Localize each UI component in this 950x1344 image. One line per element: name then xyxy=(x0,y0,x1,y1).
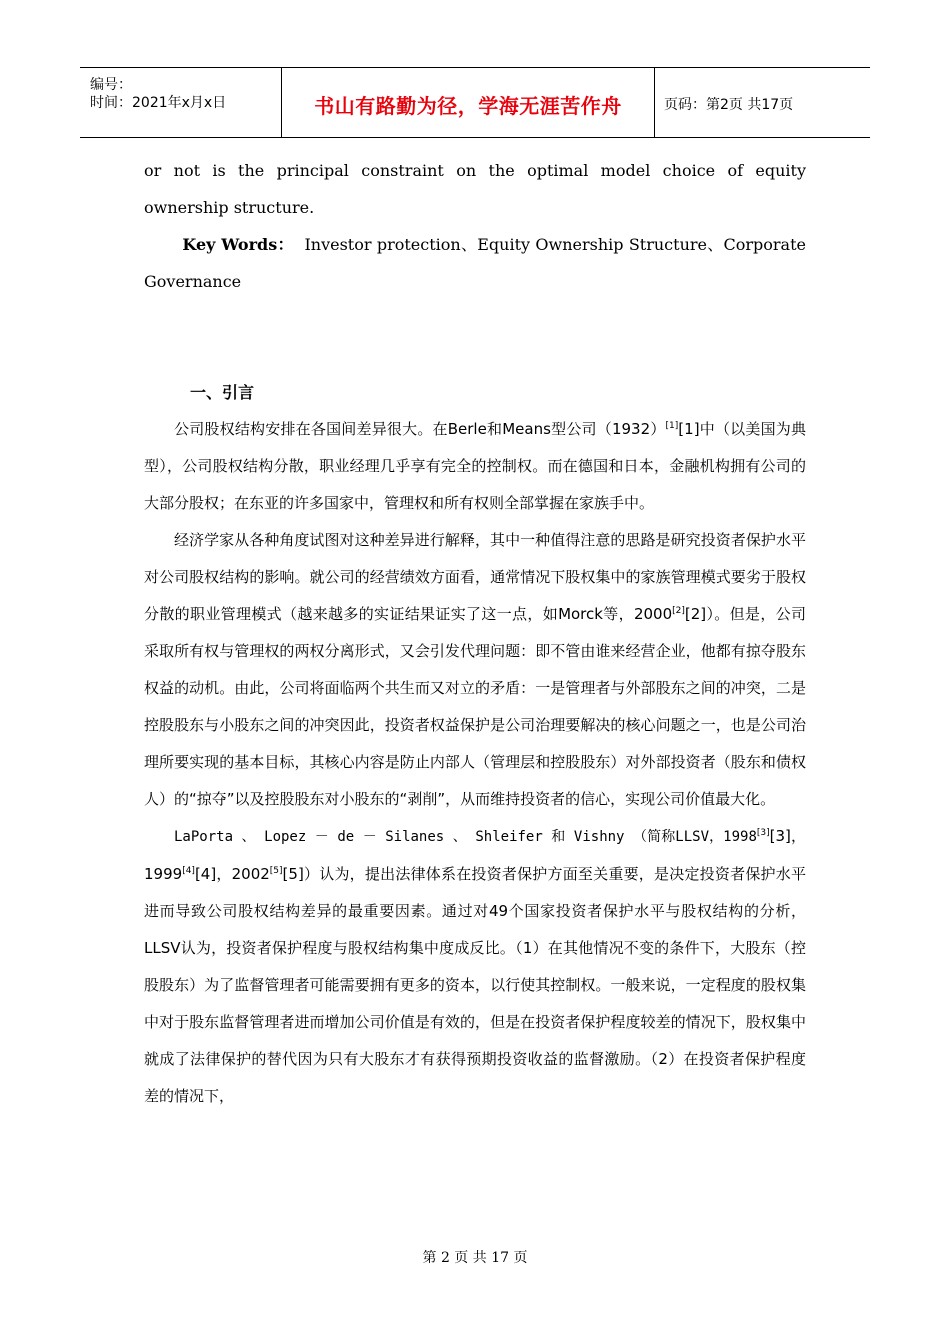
header-motto-cell xyxy=(281,68,655,137)
citation-superscript: [4] xyxy=(182,866,195,876)
header-page-cell xyxy=(654,68,870,137)
citation-superscript: [5] xyxy=(269,866,283,876)
document-body xyxy=(144,152,806,1115)
keywords-text: Investor protection、Equity Ownership Structure、Corporate Governance xyxy=(144,235,806,291)
section-heading: 一、引言 xyxy=(190,383,255,402)
paragraph-1 xyxy=(144,411,806,522)
header-page-code: 页码：第2页 共17页 xyxy=(664,97,794,113)
page-header xyxy=(80,67,870,138)
para2-text-b: [2]）。但是，公司采取所有权与管理权的两权分离形式，又会引发代理问题：即不管由谁来经营企业，他都有掠夺股东权益的动机。由此，公司将面临两个共生而又对立的矛盾：一是管理者与外部股东之间的冲突，二是控股股东与小股东之间的冲突因此，投资者权益保护是公司治理要解决的核心问题之一，也是公司治理所要实现的基本目标，其核心内容是防止内部人（管理层和控股股东）对外部投资者（股东和债权人）的“掠夺”以及控股股东对小股东的“剥削”，从而维持投资者的信心，实现公司价值最大化。 xyxy=(144,605,806,808)
abstract-tail: or not is the principal constraint on the optimal model choice of equity ownership structure. xyxy=(144,161,806,217)
keywords-line xyxy=(144,226,806,300)
para1-text-b: [1]中（以美国为典型），公司股权结构分散，职业经理几乎享有完全的控制权。而在德国和日本，金融机构拥有公司的大部分股权；在东亚的许多国家中，管理权和所有权则全部掌握在家族手中。 xyxy=(144,420,806,512)
header-motto: 书山有路勤为径，学海无涯苦作舟 xyxy=(314,94,622,118)
spacer xyxy=(144,300,806,374)
paragraph-2 xyxy=(144,522,806,818)
document-time-label: 时间：2021年x月x日 xyxy=(90,95,227,111)
document-number-label: 编号： xyxy=(90,77,132,93)
paragraph-3 xyxy=(144,818,806,1115)
citation-superscript: [2] xyxy=(672,606,685,616)
page-footer: 第 2 页 共 17 页 xyxy=(422,1250,528,1266)
citation-superscript: [1] xyxy=(665,421,679,431)
para1-text-a: 公司股权结构安排在各国间差异很大。在Berle和Means型公司（1932） xyxy=(174,420,666,438)
para3-text-d: [5]）认为，提出法律体系在投资者保护方面至关重要，是决定投资者保护水平进而导致公司股权结构差异的最重要因素。通过对49个国家投资者保护水平与股权结构的分析，LLSV认为，投资者保护程度与股权结构集中度成反比。（1）在其他情况不变的条件下，大股东（控股股东）为了监督管理者可能需要拥有更多的资本，以行使其控制权。一般来说，一定程度的股权集中对于股东监督管理者进而增加公司价值是有效的，但是在投资者保护程度较差的情况下，股权集中就成了法律保护的替代因为只有大股东才有获得预期投资收益的监督激励。（2）在投资者保护程度差的情况下， xyxy=(144,865,806,1105)
para3-text-b: [3]，1999 xyxy=(144,827,806,883)
para3-text-a: LaPorta 、 Lopez － de － Silanes 、 Shleifer 和 Vishny （简称LLSV，1998 xyxy=(174,829,757,845)
header-meta-cell xyxy=(80,68,281,137)
para3-text-c: [4]，2002 xyxy=(194,865,270,883)
keywords-label: Key Words： xyxy=(182,235,294,254)
para2-text-a: 经济学家从各种角度试图对这种差异进行解释，其中一种值得注意的思路是研究投资者保护水平对公司股权结构的影响。就公司的经营绩效方面看，通常情况下股权集中的家族管理模式要劣于股权分散的职业管理模式（越来越多的实证结果证实了这一点，如Morck等，2000 xyxy=(144,531,806,623)
citation-superscript: [3] xyxy=(756,828,770,838)
